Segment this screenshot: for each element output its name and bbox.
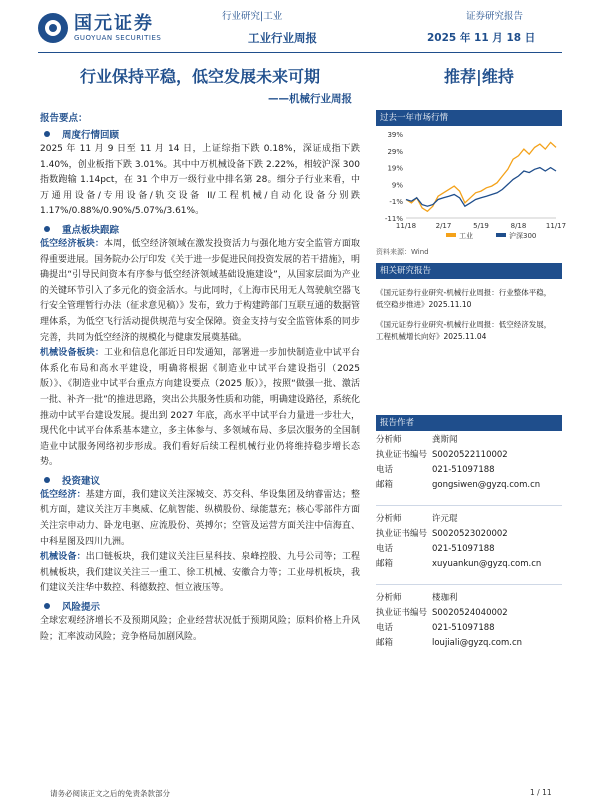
page-header [0, 0, 600, 60]
y-tick-label: 9% [391, 181, 403, 190]
analyst-divider [376, 505, 562, 506]
main-title: 行业保持平稳，低空发展未来可期 [80, 67, 321, 86]
y-tick-label: 29% [387, 147, 403, 156]
phone-number: 021-51097188 [432, 623, 495, 633]
bullet-icon [44, 226, 50, 232]
email-link[interactable]: loujiali@gyzq.com.cn [432, 638, 523, 648]
header-divider [38, 52, 562, 53]
phone-number: 021-51097188 [432, 465, 495, 475]
license-number: S0020523020002 [432, 529, 508, 539]
page-footer [0, 782, 600, 800]
chart-section-bar: 过去一年市场行情 [376, 110, 562, 126]
section-heading-risk: 风险提示 [44, 599, 360, 613]
analyst-name: 许元琨 [432, 514, 458, 524]
legend-swatch [496, 233, 506, 237]
market-chart [376, 126, 567, 244]
analyst-block: 分析师 许元琨 执业证书编号 S0020523020002 电话 021-51097188 邮箱 xuyuankun@gyzq.com.cn [376, 512, 562, 572]
email-link[interactable]: xuyuankun@gyzq.com.cn [432, 559, 542, 569]
license-number: S0020524040002 [432, 608, 508, 618]
series-line-1 [406, 168, 556, 207]
paragraph-invest-low-altitude: 低空经济：基建方面，我们建议关注深城交、苏交科、华设集团及纳睿雷达；整机方面，建议关注万丰奥威、亿航智能、纵横股份、绿能慧充；核心零部件方面关注宗申动力、卧龙电驱、应流股份、英搏尔；空管及运营方面关注中信海直、中科星图及四川九洲。 [40, 489, 360, 547]
key-points-label: 报告要点： [40, 113, 88, 124]
report-category: 行业研究|工业 [222, 11, 283, 22]
bullet-icon [44, 477, 50, 483]
company-logo [38, 8, 198, 48]
license-number: S0020522110002 [432, 450, 508, 460]
report-date: 2025 年 11 月 18 日 [427, 32, 536, 44]
x-tick-label: 5/19 [473, 222, 489, 230]
sidebar [376, 110, 567, 651]
section-heading-weekly-review: 周度行情回顾 [44, 127, 360, 141]
disclaimer-note: 请务必阅读正文之后的免责条款部分 [50, 789, 170, 798]
legend-label: 工业 [459, 232, 473, 240]
market-chart-svg [376, 126, 567, 244]
paragraph-weekly-review: 2025 年 11 月 9 日至 11 月 14 日，上证综指下跌 0.18%，深证成指下跌 1.40%，创业板指下跌 3.01%。其中中万机械设备下跌 2.22%，相较沪深 300 指数跑输 1.14pct，在 31 个申万一级行业中排名第 28。细分子行业来看，中万通用设备/专用设备/轨交设备 II/工程机械/自动化设备分别跌 1.17%/0.88%/0.90%/5.07%/3.61%。 [40, 144, 360, 217]
x-tick-label: 11/17 [545, 222, 567, 230]
logo-emblem-icon [38, 13, 68, 43]
analyst-divider [376, 584, 562, 585]
related-report-link[interactable]: 《国元证券行业研究-机械行业周报：行业整体平稳，低空稳步推进》2025.11.10 [376, 288, 552, 309]
bullet-icon [44, 603, 50, 609]
y-tick-label: -11% [384, 215, 403, 223]
chart-source: 资料来源：Wind [376, 248, 429, 256]
legend-label: 沪深300 [509, 232, 537, 240]
analyst-name: 楼珈利 [432, 593, 458, 603]
series-line-0 [406, 142, 556, 211]
phone-number: 021-51097188 [432, 544, 495, 554]
x-tick-label: 8/18 [510, 222, 527, 230]
related-report-link[interactable]: 《国元证券行业研究-机械行业周报：低空经济发展，工程机械增长向好》2025.11.04 [376, 320, 552, 341]
analyst-section-bar: 报告作者 [376, 415, 562, 431]
paragraph-risk: 全球宏观经济增长不及预期风险；企业经营状况低于预期风险；原料价格上升风险；汇率波动风险；竞争格局加剧风险。 [40, 616, 360, 642]
report-kind: 证券研究报告 [466, 11, 524, 22]
logo-chinese-name: 国元证券 [74, 12, 154, 34]
y-tick-label: -1% [389, 198, 403, 207]
report-body [40, 110, 360, 645]
y-tick-label: 39% [387, 131, 403, 139]
y-tick-label: 19% [387, 164, 403, 173]
report-series-title: 工业行业周报 [248, 31, 317, 45]
paragraph-invest-machinery: 机械设备：出口链板块，我们建议关注巨星科技、泉峰控股、九号公司等；工程机械板块，我们建议关注三一重工、徐工机械、安徽合力等；工业母机板块，我们建议关注华中数控、科德数控、恒立液压等。 [40, 552, 360, 594]
analyst-name: 龚斯闻 [432, 435, 458, 445]
bullet-icon [44, 131, 50, 137]
analyst-block: 分析师 龚斯闻 执业证书编号 S0020522110002 电话 021-51097188 邮箱 gongsiwen@gyzq.com.cn [376, 433, 562, 493]
x-tick-label: 2/17 [435, 222, 452, 230]
logo-english-name: GUOYUAN SECURITIES [74, 33, 162, 42]
page-number: 1 / 11 [530, 788, 552, 797]
subtitle: ——机械行业周报 [268, 93, 352, 105]
legend-swatch [446, 233, 456, 237]
paragraph-low-altitude: 低空经济板块：本周，低空经济领域在激发投资活力与强化地方安全监管方面取得重要进展。国务院办公厅印发《关于进一步促进民间投资发展的若干措施》，明确提出“引导民间资本有序参与低空经济领域基础设施建设”，从国家层面为产业的关键环节引入了多元化的资金活水。与此同时，《上海市民用无人驾驶航空器飞行安全管理暂行办法（征求意见稿）》发布，致力于构建跨部门互联互通的数据管理体系，为低空飞行活动提供规范与安全保障。资金支持与安全监管体系的同步完善，共同为低空经济的规模化与健康发展奠基础。 [40, 238, 360, 343]
related-reports-bar: 相关研究报告 [376, 263, 562, 279]
section-heading-investment: 投资建议 [44, 473, 360, 487]
section-heading-key-sectors: 重点板块跟踪 [44, 222, 360, 236]
analyst-block: 分析师 楼珈利 执业证书编号 S0020524040002 电话 021-51097188 邮箱 loujiali@gyzq.com.cn [376, 591, 562, 651]
paragraph-machinery: 机械设备板块：工业和信息化部近日印发通知，部署进一步加快制造业中试平台体系化布局和高水平建设，明确将根据《制造业中试平台建设指引（2025 版）》、《制造业中试平台重点方向建设要点（2025 版）》，按照“做强一批、激活一批、补齐一批”的推进思路，突出公共服务性质和功能，明确建设路径，系统化推动中试平台建设发展。提出到 2027 年底，高水平中试平台力量进一步壮大，现代化中试平台体系基本建立，多主体参与、多领域布局、多层次服务的全国制造业中试服务网络初步形成。我们看好后续工程机械行业仍将维持稳步增长态势。 [40, 348, 360, 468]
rating-badge: 推荐|维持 [444, 67, 514, 86]
x-tick-label: 11/18 [395, 222, 417, 230]
email-link[interactable]: gongsiwen@gyzq.com.cn [432, 480, 541, 490]
